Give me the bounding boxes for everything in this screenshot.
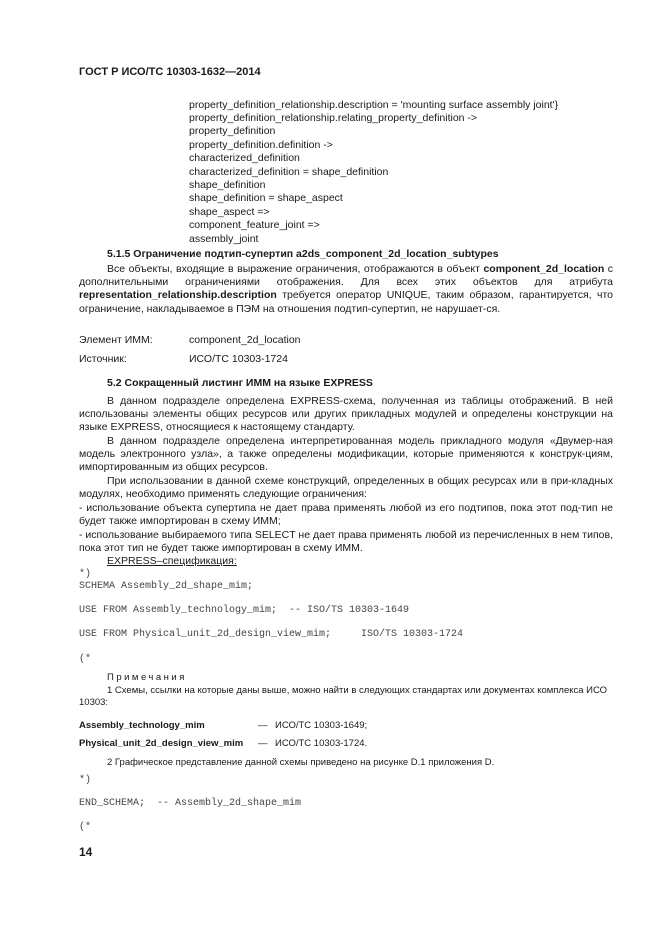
ref-schema-name: Assembly_technology_mim: [79, 720, 205, 731]
section-heading-515: 5.1.5 Ограничение подтип-супертип a2ds_component_2d_location_subtypes: [107, 248, 499, 260]
code-end-schema-line: END_SCHEMA; -- Assembly_2d_shape_mim: [79, 798, 302, 809]
ref-schema-name: Physical_unit_2d_design_view_mim: [79, 738, 244, 749]
mapping-line: shape_definition = shape_aspect: [189, 192, 343, 204]
express-spec-label: EXPRESS–спецификация:: [107, 555, 237, 567]
ref-standard: ИСО/ТС 10303-1724.: [275, 738, 368, 749]
ref-dash: —: [258, 720, 268, 731]
mapping-line: property_definition_relationship.description = 'mounting surface assembly joint'}: [189, 99, 559, 111]
paragraph-52-3: При использовании в данной схеме конструкций, определенных в общих ресурсах или в при-кладных модулях, необходимо применять следующие ограничения:: [79, 475, 613, 501]
note-1: 1 Схемы, ссылки на которые даны выше, можно найти в следующих стандартах или документах комплекса ИСО 10303:: [79, 685, 608, 708]
page-number: 14: [79, 845, 93, 859]
ref-standard: ИСО/ТС 10303-1649;: [275, 720, 368, 731]
element-value: component_2d_location: [189, 334, 301, 346]
notes-title: Примечания: [107, 672, 187, 683]
mapping-line: characterized_definition = shape_definition: [189, 166, 389, 178]
mapping-line: property_definition_relationship.relating_property_definition ->: [189, 112, 478, 124]
paragraph-515: Все объекты, входящие в выражение ограничения, отображаются в объект component_2d_location с дополнительными ограничениями отображения. Для всех этих объектов для атрибута representation_relationship.description требуется оператор UNIQUE, таким образом, гарантируется, что ограничение, накладываемое в ПЭМ на отношения подтип-супертип, не нарушает-ся.: [79, 263, 614, 315]
paragraph-52-4: - использование объекта супертипа не дает права применять любой из его подтипов, пока этот под-тип не будет также импортирован в схему ИММ;: [79, 502, 613, 528]
paragraph-52-2: В данном подразделе определена интерпретированная модель прикладного модуля «Двумер-ная модель электронного узла», а также определены модификации, которые применяются к конструк-циям, импортированным из общих ресурсов.: [79, 435, 613, 474]
mapping-line: shape_aspect =>: [189, 206, 270, 218]
ref-dash: —: [258, 738, 268, 749]
mapping-line: component_feature_joint =>: [189, 219, 320, 231]
code-use-from-line: USE FROM Assembly_technology_mim; -- ISO/TS 10303-1649: [79, 605, 410, 616]
code-comment-open: (*: [79, 822, 92, 833]
mapping-line: assembly_joint: [189, 233, 259, 245]
source-label: Источник:: [79, 353, 127, 365]
mapping-line: characterized_definition: [189, 152, 300, 164]
page-header-title: ГОСТ Р ИСО/ТС 10303-1632—2014: [79, 66, 261, 78]
code-comment-open: (*: [79, 654, 92, 665]
code-use-from-line: USE FROM Physical_unit_2d_design_view_mim; ISO/TS 10303-1724: [79, 629, 464, 640]
note-2: 2 Графическое представление данной схемы приведено на рисунке D.1 приложения D.: [107, 757, 495, 768]
paragraph-52-1: В данном подразделе определена EXPRESS-схема, полученная из таблицы отображений. В ней использованы элементы общих ресурсов или других прикладных модулей и определены конструкции на языке EXPRESS, относящиеся к настоящему стандарту.: [79, 395, 613, 434]
mapping-line: shape_definition: [189, 179, 266, 191]
element-label: Элемент ИММ:: [79, 334, 153, 346]
mapping-line: property_definition.definition ->: [189, 139, 333, 151]
source-value: ИСО/ТС 10303-1724: [189, 353, 288, 365]
mapping-line: property_definition: [189, 125, 276, 137]
section-heading-52: 5.2 Сокращенный листинг ИММ на языке EXPRESS: [107, 377, 373, 389]
paragraph-52-5: - использование выбираемого типа SELECT не дает права применять любой из перечисленных в нем типов, пока этот тип не будет также импортирован в схему ИММ.: [79, 529, 613, 555]
code-comment-close: *): [79, 569, 92, 580]
code-schema-line: SCHEMA Assembly_2d_shape_mim;: [79, 581, 254, 592]
code-comment-close: *): [79, 775, 92, 786]
